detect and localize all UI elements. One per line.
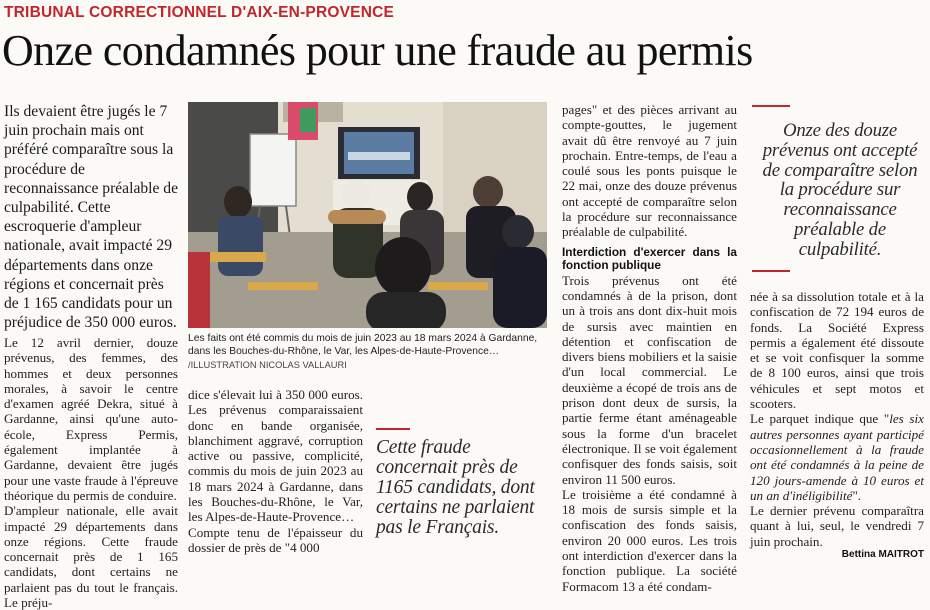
classroom-photo-illustration [188,102,547,328]
lead-paragraph: Ils devaient être jugés le 7 juin prochain mais ont préféré comparaître sous la procédure de reconnaissance préalable de culpabilité. Cette escroquerie d'ampleur nationale, avait impacté 29 départements dans onze régions et concernait près de 1 165 candidats pour un préjudice de 350 000 euros. [4,103,179,332]
photo-credit: /ILLUSTRATION NICOLAS VALLAURI [188,359,347,370]
headline: Onze condamnés pour une fraude au permis [2,26,753,75]
body-paragraph: D'ampleur nationale, elle avait impacté 29 départements dans onze régions. Cette fraude concernait près de 1 165 candidats, dont certains ne parlaient pas du tout le français. Le préju- [4,503,178,610]
quote-paragraph [750,411,924,503]
body-paragraph: Le 12 avril dernier, douze prévenus, des femmes, des hommes et deux personnes morales, à savoir le centre d'examen agréé Dekra, situé à Gardanne, ainsi qu'une auto-école, Express Permis, également implantée à Gardanne, devaient être jugés pour une vaste fraude à l'épreuve théorique du permis de conduire. [4,335,178,503]
quoted-statement: les six autres personnes ayant participé occasionnellement à la fraude ont été condamnés à la peine de 120 jours-amende à 10 euros et un an d'inéligibilité [750,411,924,503]
article-column-4 [750,289,924,549]
article-column-2 [188,387,363,555]
quote-open: Le parquet indique que " [750,411,890,427]
pull-quote: Onze des douze prévenus ont accepté de comparaître selon la procédure sur reconnaissance préalable de culpabilité. [762,120,918,260]
body-paragraph: pages" et des pièces arrivant au compte-gouttes, le jugement avait dû être renvoyé au 7 juin prochain. Entre-temps, de l'eau a coulé sous les ponts puisque le 22 mai, onze des douze prévenus ont accepté de comparaître selon la procédure sur reconnaissance préalable de culpabilité. [562,102,737,240]
quote-rule [752,105,790,107]
body-paragraph: dice s'élevait lui à 350 000 euros. Les prévenus comparaissaient donc en bande organisée, blanchiment aggravé, corruption active ou passive, complicité, commis du mois de juin 2023 au 18 mars 2024 à Gardanne, dans les Bouches-du-Rhône, le Var, les Alpes-de-Haute-Provence… [188,387,363,525]
pull-quote: Cette fraude concernait près de 1165 candidats, dont certains ne parlaient pas le Français. [376,437,535,538]
article-photo [188,102,547,328]
article-column-3 [562,102,737,594]
subheading: Interdiction d'exercer dans la fonction publique [562,244,737,273]
body-paragraph: Compte tenu de l'épaisseur du dossier de près de "4 000 [188,524,363,555]
caption-text: Les faits ont été commis du mois de juin 2023 au 18 mars 2024 à Gardanne, dans les Bouches-du-Rhône, le Var, les Alpes-de-Haute-Provence… [188,333,538,357]
body-paragraph: Le dernier prévenu comparaîtra quant à lui, seul, le vendredi 7 juin prochain. [750,503,924,549]
section-kicker: TRIBUNAL CORRECTIONNEL D'AIX-EN-PROVENCE [4,4,395,21]
author-signature: Bettina MAITROT [841,549,924,560]
photo-caption [188,333,550,372]
body-paragraph: née à sa dissolution totale et à la confiscation de 72 194 euros de fonds. La Société Express permis a également été dissoute et se voit confisquer la somme de 8 100 euros, ainsi que trois véhicules et sept motos et scooters. [750,289,924,412]
quote-close: ". [852,487,862,503]
body-paragraph: Trois prévenus ont été condamnés à de la prison, dont un à trois ans dont dix-huit mois de sursis avec maintien en détention et confiscation de divers biens mobiliers et la saisie d'un local commercial. Le deuxième a écopé de trois ans de prison dont deux de sursis, la partie ferme étant aménageable sous la forme d'un bracelet électronique. Il se voit également confisquer des fonds saisis, soit environ 11 500 euros. [562,272,737,487]
quote-rule [376,428,410,430]
body-paragraph: Le troisième a été condamné à 18 mois de sursis simple et la confiscation des fonds saisis, environ 20 000 euros. Les trois ont interdiction d'exercer dans la fonction publique. La société Formacom 13 a été condam- [562,486,737,594]
quote-rule [752,270,790,272]
